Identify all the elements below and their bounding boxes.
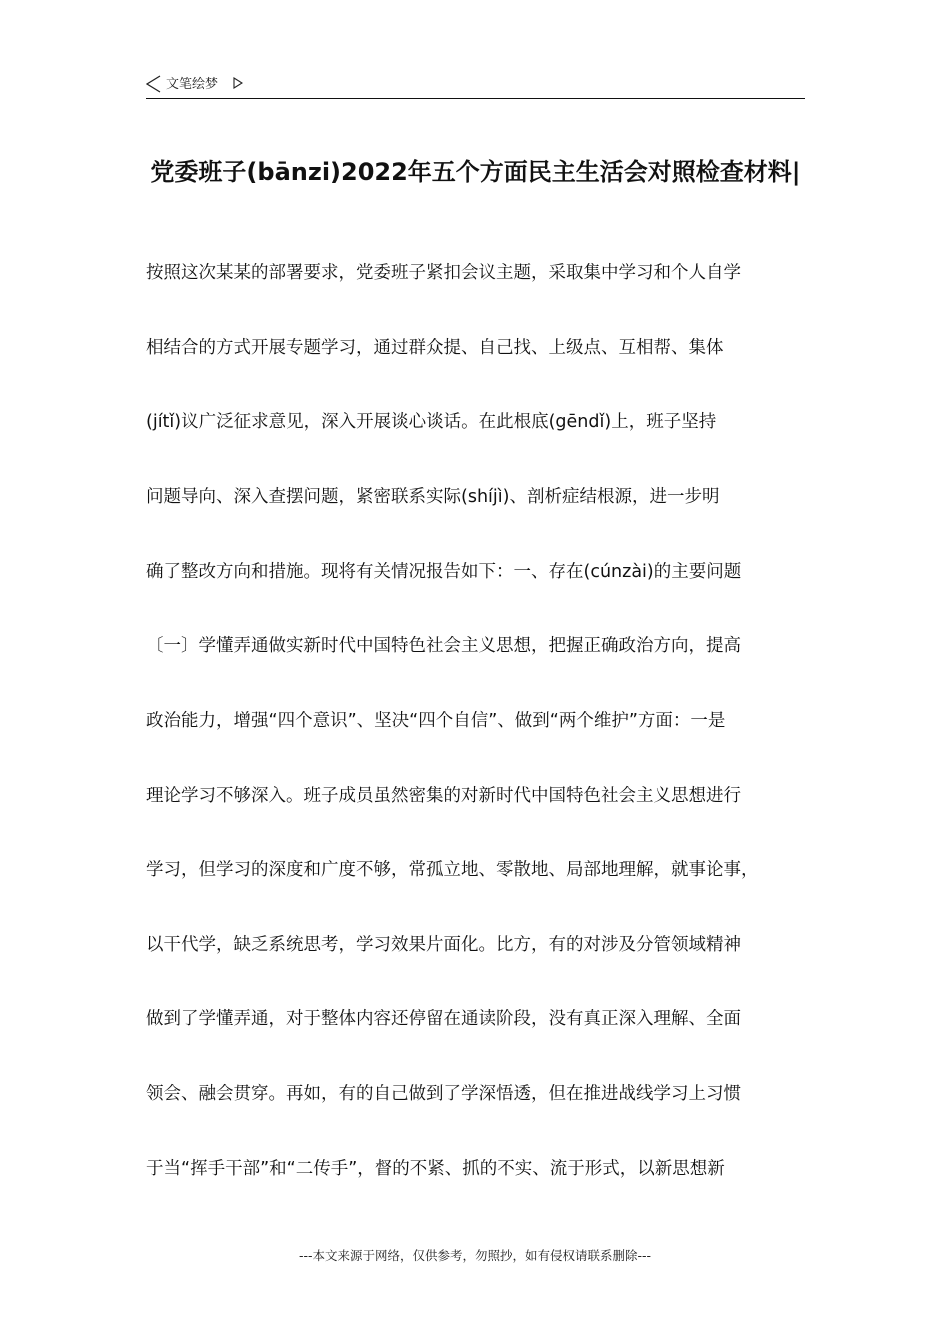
body-line: 以干代学，缺乏系统思考，学习效果片面化。比方，有的对涉及分管领域精神 [146, 935, 741, 955]
body-line: 确了整改方向和措施。现将有关情况报告如下：一、存在(cúnzài)的主要问题 [146, 562, 742, 582]
body-line: 政治能力，增强“四个意识”、坚决“四个自信”、做到“两个维护”方面：一是 [146, 711, 726, 731]
body-line: 做到了学懂弄通，对于整体内容还停留在通读阶段，没有真正深入理解、全面 [146, 1009, 741, 1029]
body-line: (jítǐ)议广泛征求意见，深入开展谈心谈话。在此根底(gēndǐ)上，班子坚持 [146, 412, 717, 432]
body-line: 于当“挥手干部”和“二传手”，督的不紧、抓的不实、流于形式，以新思想新 [146, 1159, 725, 1179]
left-triangle-icon [146, 75, 162, 93]
body-line: 理论学习不够深入。班子成员虽然密集的对新时代中国特色社会主义思想进行 [146, 786, 741, 806]
body-line: 问题导向、深入查摆问题，紧密联系实际(shíjì)、剖析症结根源，进一步明 [146, 487, 720, 507]
header-brand: 文笔绘梦 [166, 77, 219, 92]
page-footer: ---本文来源于网络，仅供参考，勿照抄，如有侵权请联系删除--- [298, 1248, 652, 1263]
body-line: 领会、融会贯穿。再如，有的自己做到了学深悟透，但在推进战线学习上习惯 [146, 1084, 741, 1104]
right-triangle-icon [233, 77, 243, 89]
body-line: 学习，但学习的深度和广度不够，常孤立地、零散地、局部地理解，就事论事， [146, 860, 759, 880]
page-header [146, 74, 805, 99]
body-line: 相结合的方式开展专题学习，通过群众提、自己找、上级点、互相帮、集体 [146, 338, 724, 358]
body-line: 〔一〕学懂弄通做实新时代中国特色社会主义思想，把握正确政治方向，提高 [146, 636, 741, 656]
document-title: 党委班子(bānzi)2022年五个方面民主生活会对照检查材料| [150, 158, 801, 186]
body-line: 按照这次某某的部署要求，党委班子紧扣会议主题，采取集中学习和个人自学 [146, 263, 741, 283]
